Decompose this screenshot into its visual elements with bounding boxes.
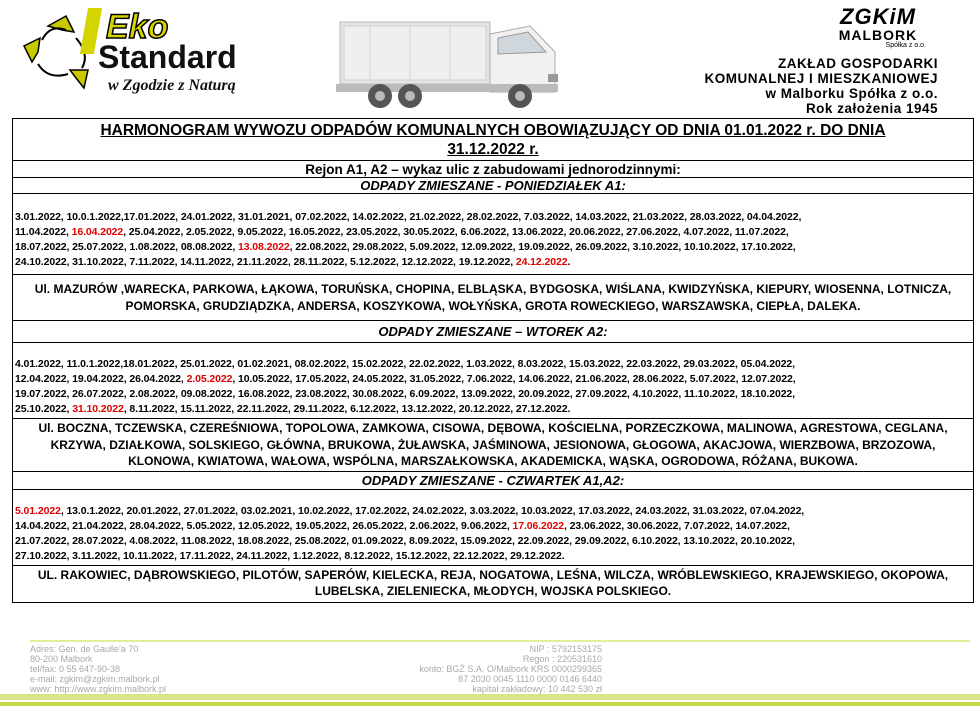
date-text: 18.07.2022, 25.07.2022, 1.08.2022, 08.08.2022,: [15, 241, 239, 253]
company-line: ZAKŁAD GOSPODARKI: [778, 56, 938, 71]
region-subtitle: Rejon A1, A2 – wykaz ulic z zabudowami jednorodzinnymi:: [13, 161, 973, 178]
zgkim-logo-small: Spółka z o.o.: [885, 42, 926, 49]
footer-registry-line: NIP : 5792153175: [529, 644, 602, 654]
dates-monday: [13, 194, 973, 275]
date-line: [15, 549, 971, 564]
changed-date: 24.12.2022: [515, 256, 568, 268]
date-line: [15, 387, 971, 402]
date-text: 14.04.2022, 21.04.2022, 28.04.2022, 5.05.2022, 12.05.2022, 19.05.2022, 26.05.2022, 2.06.2022, 9.06.2022,: [15, 519, 513, 532]
footer-contact-line: e-mail: zgkim@zgkim.malbork.pl: [30, 674, 160, 684]
date-text: 27.10.2022, 3.11.2022, 10.11.2022, 17.11.2022, 24.11.2022, 1.12.2022, 8.12.2022, 15.12.2022, 22.12.2022, 29.12.2022.: [15, 549, 565, 562]
company-line: Rok założenia 1945: [805, 101, 938, 116]
date-text: .: [567, 256, 571, 268]
zgkim-logo-city: MALBORK: [838, 27, 918, 43]
changed-date: 17.06.2022: [512, 519, 565, 532]
date-text: 25.10.2022,: [15, 403, 73, 415]
date-text: 3.01.2022, 10.0.1.2022,17.01.2022, 24.01.2022, 31.01.2021, 07.02.2022, 14.02.2022, 21.02.2022, 28.02.2022, 7.03.2022, 14.03.2022, 21.03.2022, 28.03.2022, 04.04.2022,: [15, 211, 802, 223]
footer-registry-line: Regon : 220531610: [522, 654, 602, 664]
date-text: , 13.0.1.2022, 20.01.2022, 27.01.2022, 03.02.2021, 10.02.2022, 17.02.2022, 24.02.2022, 3.03.2022, 10.03.2022, 17.03.2022, 24.03.2022, 31.03.2022, 07.04.2022,: [60, 504, 805, 517]
date-line: [15, 402, 971, 417]
date-text: , 22.08.2022, 29.08.2022, 5.09.2022, 12.09.2022, 19.09.2022, 26.09.2022, 3.10.2022, 10.10.2022, 17.10.2022,: [289, 241, 796, 253]
footer-contact-line: www: http://www.zgkim.malbork.pl: [30, 684, 167, 694]
footer-contact-line: 80-200 Malbork: [30, 654, 93, 664]
schedule-table: [12, 118, 974, 603]
section-heading-tuesday: ODPADY ZMIESZANE – WTOREK A2:: [13, 321, 973, 343]
date-text: , 23.06.2022, 30.06.2022, 7.07.2022, 14.07.2022,: [564, 519, 790, 532]
recycle-icon: [24, 16, 88, 88]
footer-divider: [30, 640, 970, 642]
company-address-block: [704, 56, 938, 116]
footer-stripe: [0, 702, 980, 706]
date-text: 19.07.2022, 26.07.2022, 2.08.2022, 09.08.2022, 16.08.2022, 23.08.2022, 30.08.2022, 6.09.2022, 13.09.2022, 20.09.2022, 27.09.2022, 4.10.2022, 11.10.2022, 18.10.2022,: [15, 388, 795, 400]
company-line: KOMUNALNEJ I MIESZKANIOWEJ: [704, 71, 938, 86]
document-title: [13, 119, 973, 161]
zgkim-logo: [808, 6, 948, 56]
date-text: , 25.04.2022, 2.05.2022, 9.05.2022, 16.05.2022, 23.05.2022, 30.05.2022, 6.06.2022, 13.06.2022, 20.06.2022, 27.06.2022, 4.07.2022, 11.07.2022,: [123, 226, 789, 238]
date-line: [15, 225, 971, 240]
zgkim-logo-title: ZGKiM: [840, 4, 916, 29]
logo-tagline: w Zgodzie z Naturą: [108, 77, 236, 94]
changed-date: 16.04.2022: [71, 226, 124, 238]
footer-contact-line: Adres: Gen. de Gaulle'a 70: [30, 644, 139, 654]
streets-tuesday: Ul. BOCZNA, TCZEWSKA, CZEREŚNIOWA, TOPOLOWA, ZAMKOWA, CISOWA, DĘBOWA, KOŚCIELNA, PORZECZKOWA, MALINOWA, AGRESTOWA, CEGLANA, KRZYWA, DZIAŁKOWA, SOLSKIEGO, GŁÓWNA, BRUKOWA, ŻUŁAWSKA, JAŚMINOWA, JESIONOWA, GŁOGOWA, AKACJOWA, WIERZBOWA, BRZOZOWA, KLONOWA, KWIATOWA, WAŁOWA, WSPÓLNA, MARSZAŁKOWSKA, AKADEMICKA, WĄSKA, OGRODOWA, RÓŻANA, BUKOWA.: [13, 419, 973, 472]
dates-tuesday: [13, 343, 973, 419]
date-line: [15, 240, 971, 255]
title-line: 31.12.2022 r.: [447, 141, 539, 158]
changed-date: 31.10.2022: [72, 403, 124, 415]
footer-contact-line: tel/fax: 0 55 647-90-38: [30, 664, 121, 674]
eko-standard-logo: [18, 8, 318, 108]
streets-monday: Ul. MAZURÓW ,WARECKA, PARKOWA, ŁĄKOWA, TORUŃSKA, CHOPINA, ELBLĄSKA, BYDGOSKA, WIŚLANA, KWIDZYŃSKA, KIEPURY, WIOSENNA, LOTNICZA, POMORSKA, GRUDZIĄDZKA, ANDERSA, KOSZYKOWA, WOŁYŃSKA, GROTA ROWECKIEGO, WARSZAWSKA, CIEPŁA, DALEKA.: [13, 275, 973, 321]
date-line: [15, 504, 971, 519]
date-line: [15, 534, 971, 549]
date-text: , 8.11.2022, 15.11.2022, 22.11.2022, 29.11.2022, 6.12.2022, 13.12.2022, 20.12.2022, 27.12.2022.: [123, 403, 571, 415]
title-line: HARMONOGRAM WYWOZU ODPADÓW KOMUNALNYCH OBOWIĄZUJĄCY OD DNIA 01.01.2022 r. DO DNIA: [100, 122, 886, 139]
date-text: , 10.05.2022, 17.05.2022, 24.05.2022, 31.05.2022, 7.06.2022, 14.06.2022, 21.06.2022, 28.06.2022, 5.07.2022, 12.07.2022,: [232, 373, 796, 385]
date-text: 21.07.2022, 28.07.2022, 4.08.2022, 11.08.2022, 18.08.2022, 25.08.2022, 01.09.2022, 8.09.2022, 15.09.2022, 22.09.2022, 29.09.2022, 6.10.2022, 13.10.2022, 20.10.2022,: [15, 534, 795, 547]
date-text: 24.10.2022, 31.10.2022, 7.11.2022, 14.11.2022, 21.11.2022, 28.11.2022, 5.12.2022, 12.12.2022, 19.12.2022,: [15, 256, 516, 268]
date-line: [15, 372, 971, 387]
date-line: [15, 210, 971, 225]
date-text: 12.04.2022, 19.04.2022, 26.04.2022,: [15, 373, 187, 385]
footer-contact: [30, 644, 166, 694]
section-heading-thursday: ODPADY ZMIESZANE - CZWARTEK A1,A2:: [13, 472, 973, 490]
footer-registry-line: kapitał zakładowy: 10 442 530 zł: [472, 684, 602, 694]
changed-date: 2.05.2022: [186, 373, 233, 385]
date-text: 11.04.2022,: [15, 226, 72, 238]
letterhead: [0, 0, 980, 118]
footer-stripe: [0, 694, 980, 700]
date-line: [15, 255, 971, 270]
logo-standard-text: Standard: [98, 39, 237, 75]
date-line: [15, 357, 971, 372]
footer-registry-line: konto: BGŻ S.A. O/Malbork KRS 0000299365: [419, 664, 602, 674]
logo-eko-text: Eko: [106, 8, 169, 46]
date-text: 4.01.2022, 11.0.1.2022,18.01.2022, 25.01.2022, 01.02.2021, 08.02.2022, 15.02.2022, 22.02.2022, 1.03.2022, 8.03.2022, 15.03.2022, 22.03.2022, 29.03.2022, 05.04.2022,: [15, 358, 795, 370]
section-heading-monday: ODPADY ZMIESZANE - PONIEDZIAŁEK A1:: [13, 178, 973, 194]
changed-date: 5.01.2022: [15, 504, 61, 517]
changed-date: 13.08.2022: [238, 241, 290, 253]
company-line: w Malborku Spółka z o.o.: [765, 86, 938, 101]
dates-thursday: [13, 490, 973, 566]
garbage-truck-image: [330, 4, 580, 112]
date-line: [15, 519, 971, 534]
footer-registry-line: 87 2030 0045 1110 0000 0146 6440: [458, 674, 602, 684]
streets-thursday: UL. RAKOWIEC, DĄBROWSKIEGO, PILOTÓW, SAPERÓW, KIELECKA, REJA, NOGATOWA, LEŚNA, WILCZA, WRÓBLEWSKIEGO, KRAJEWSKIEGO, OKOPOWA, LUBELSKA, ZIELENIECKA, MŁODYCH, WOJSKA POLSKIEGO.: [37, 567, 949, 598]
footer-registry: [302, 644, 602, 694]
